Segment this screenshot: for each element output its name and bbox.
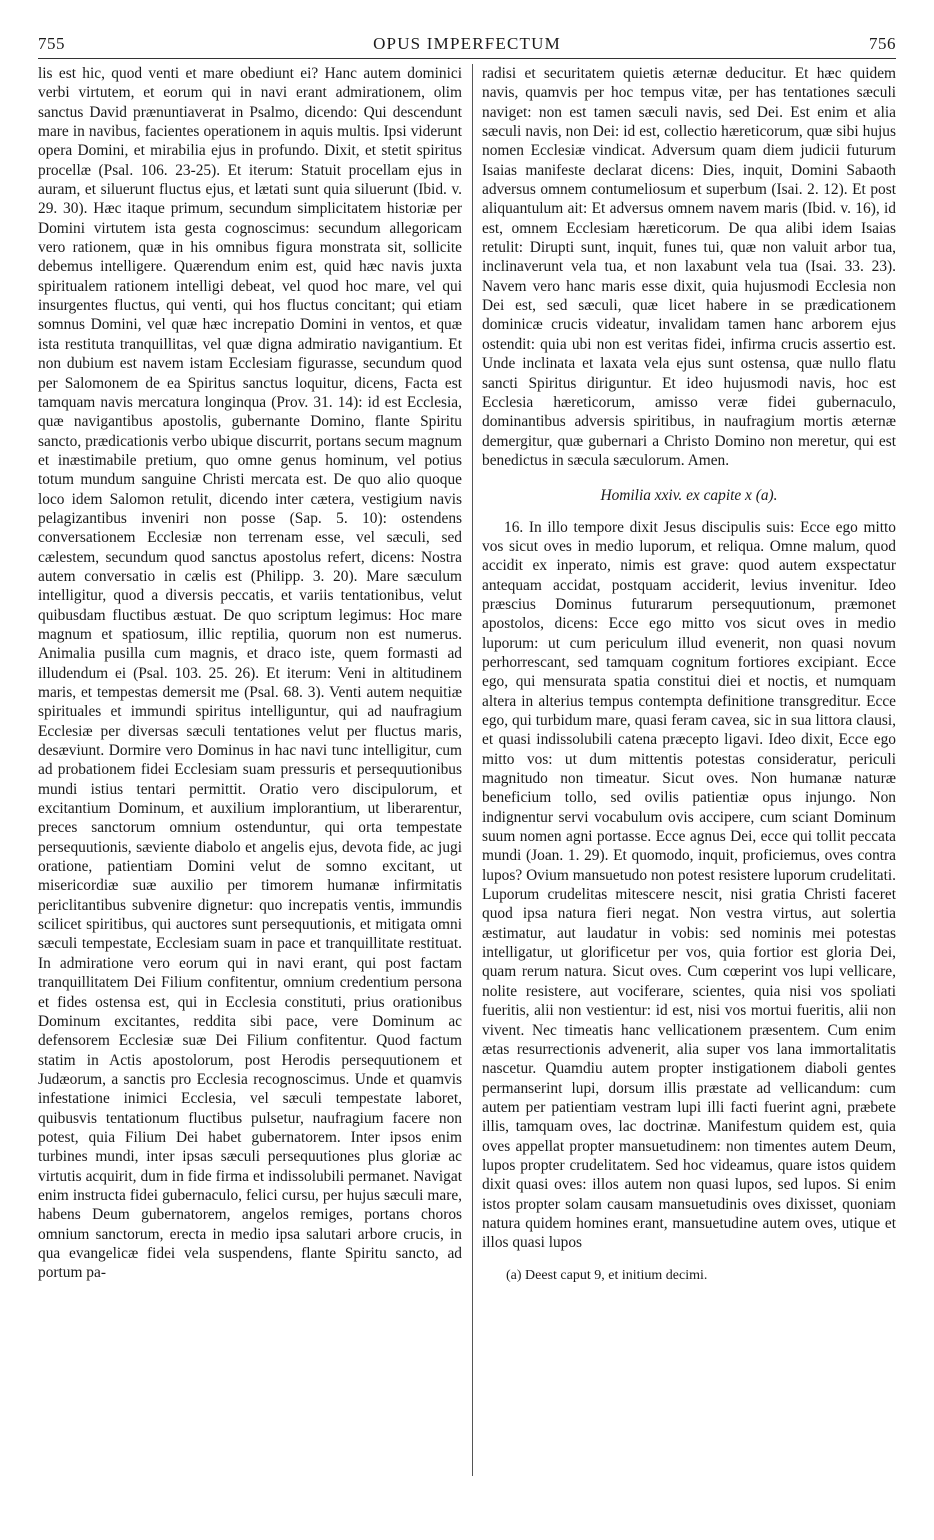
footnote-spacer [482, 1253, 896, 1267]
running-title: OPUS IMPERFECTUM [373, 34, 561, 53]
footnote: (a) Deest caput 9, et initium decimi. [506, 1267, 708, 1283]
page-header [38, 34, 896, 56]
right-column-continuation: radisi et securitatem quietis æternæ deducitur. Et hæc quidem navis, quamvis per hoc tempus vitæ, per has tentationes sæculi naviget: non est tamen sæculi navis, sed Dei. Est enim et alia sæculi navis, non Dei: id est, collectio hæreticorum, quæ sibi hujus nomen Ecclesiæ vindicat. Adversum quam diem judicii futurum Isaias manifeste declarat dicens: Dies, inquit, Domini Sabaoth adversus omnem contumeliosum et superbum (Isai. 2. 12). Et post aliquantulum ait: Et adversus omnem navem maris (Ibid. v. 16), id est, omnem Ecclesiam hæreticorum. De qua alibi idem Isaias retulit: Dirupti sunt, inquit, funes tui, quæ non valuit arbor tua, inclinaverunt vela tua, et non laxabunt vela tua (Isai. 33. 23). Navem vero hanc maris esse dixit, quia hujusmodi Ecclesia non Dei est, sed sæculi, quæ licet habere in se prædicationem dominicæ crucis videatur, invalidam tamen hanc arborem ejus ostendit: quia ubi non est veritas fidei, infirma crucis assertio est. Unde inclinata et laxata vela ejus sunt ostensa, quæ nullo flatu sancti Spiritus diriguntur. Et ideo hujusmodi navis, hoc est Ecclesia hæreticorum, amisso veræ fidei gubernaculo, dominantibus adversis spiritibus, in naufragium mortis æternæ demergitur, quæ gubernari a Christo Domino non meretur, qui est benedictus in sæcula sæculorum. Amen. [482, 65, 896, 469]
left-column [38, 64, 462, 1283]
homily-text: 16. In illo tempore dixit Jesus discipulis suis: Ecce ego mitto vos sicut oves in medio luporum, et reliqua. Omne malum, quod accidit ex inperato, nimis est grave: quod autem exspectatur antequam accidat, postquam acciderit, levius invenitur. Ideo præscius Dominus futurarum persequutionum, præmonet apostolos, dicens: Ecce ego mitto vos sicut oves in medio luporum: ut cum periculum illud evenerit, non quasi novum perhorrescant, sed tamquam cognitum fortiores excipiant. Ecce ego, qui mensurata spatia constitui diei et noctis, et numquam altera in alterius tempus contempta definitione transgreditur. Ecce ego, qui turbidum mare, quasi feram cavea, sic in sua littora clausi, et quasi indissolubili catena præcepto ligavi. Ideo dixit, Ecce ego mitto vos: ut dum mittentis potestas consideratur, periculi magnitudo non timeatur. Sicut oves. Non humanæ naturæ beneficium tollo, sed ovilis patientiæ opus injungo. Non indignentur servi vocabulum ovis accipere, cum sciant Dominum suum nomen agni portasse. Ecce agnus Dei, ecce qui tollit peccata mundi (Joan. 1. 29). Et quomodo, inquit, proficiemus, oves contra lupos? Ovium mansuetudo non potest resistere luporum crudelitati. Luporum crudelitas mitescere nescit, nisi gratia Christi faceret quod ipsa natura fieri negat. Non vestra virtus, aut solertia æstimatur, aut laudatur in vobis: sed nominis mei potestas intelligatur, ut glorificetur per vos, quia fortior est gloria Dei, quam rerum natura. Sicut oves. Cum cœperint vos lupi vellicare, nolite resistere, aut vociferare, scientes, quia nisi vos spoliati fueritis, alii non vestientur: id est, nisi vos mortui fueritis, alii non vivent. Nec timeatis hanc vellicationem præsentem. Cum enim ætas resurrectionis advenerit, alia super vos lana immortalitatis nascetur. Quamdiu autem propter instigationem diaboli gentes permanserint lupi, dorsum illis præstate ad vellicandum: cum autem per patientiam vestram lupi illi facti fuerint agni, præbete illis, tamquam oves, lac doctrinæ. Manifestum quidem est, quia oves appellat propter mansuetudinem: non timentes autem Deum, lupos propter crudelitatem. Sed hoc videamus, quare istos quidem dixit quasi oves: illos autem non quasi lupos, sed lupos. Si enim istos propter solam causam mansuetudinis oves dixisset, quoniam natura quidem homines erant, mansuetudine autem oves, utique et illos quasi lupos [482, 518, 896, 1252]
right-column [482, 64, 896, 1285]
page-number-right: 756 [869, 34, 896, 53]
column-divider [472, 64, 473, 1476]
header-rule [38, 58, 896, 59]
left-column-text: lis est hic, quod venti et mare obediunt ei? Hanc autem dominici verbi virtutem, et eorum qui in navi erant admirationem, olim sanctus David prænuntiaverat in Psalmo, dicendo: Qui descendunt mare in navibus, facientes operationem in aquis multis. Ipsi viderunt opera Domini, et mirabilia ejus in profundo. Dixit, et stetit spiritus procellæ (Psal. 106. 23-25). Et iterum: Statuit procellam ejus in auram, et siluerunt fluctus ejus, et lætati sunt quia siluerunt (Ibid. v. 29. 30). Hæc itaque primum, secundum simplicitatem historiæ per Domini virtutem ista gesta cognoscimus: secundum allegoricam vero rationem, quæ in his omnibus figura monstrata sit, sollicite debemus intelligere. Quærendum enim est, quid hæc navis juxta spiritualem rationem intelligi debeat, vel quod hoc mare, vel qui insurgentes fluctus, qui venti, qui hos fluctus concitant; qui etiam somnus Domini, vel quæ hæc increpatio Domini in ventos, et quæ ista restituta tranquillitas, vel quæ digna admiratio navigantium. Et non dubium est navem istam Ecclesiam figurasse, secundum quod per Salomonem de ea Spiritus sanctus loquitur, dicens, Facta est tamquam navis mercatura longinqua (Prov. 31. 14): id est Ecclesia, quæ navigantibus apostolis, gubernante Domino, flante Spiritu sancto, prædicationis verbo ubique discurrit, portans secum magnum et inæstimabile pretium, quo omne genus hominum, vel potius totum mundum sanguine Christi mercata est. De quo alio quoque loco idem Salomon retulit, dicendo inter cætera, vestigium navis pelagizantibus inveniri non posse (Sap. 5. 10): ostendens conversationem Ecclesiæ non terrenam esse, vel sæculi, sed cælestem, secundum quod sanctus apostolus refert, dicens: Nostra autem conversatio in cælis est (Philipp. 3. 20). Mare sæculum intelligitur, quod a diversis peccatis, et variis tentationibus, velut quibusdam fluctibus æstuat. De quo scriptum legimus: Hoc mare magnum et spatiosum, illic reptilia, quorum non est numerus. Animalia pusilla cum magnis, et draco iste, quem formasti ad illudendum ei (Psal. 103. 25. 26). Et iterum: Veni in altitudinem maris, et tempestas demersit me (Psal. 68. 3). Venti autem nequitiæ spirituales et immundi spiritus intelliguntur, qui ad naufragium Ecclesiæ per diversas sæculi tentationes velut per fluctus maris, desæviunt. Dormire vero Dominus in hac navi tunc intelligitur, cum ad probationem fidei Ecclesiam suam pressuris et persequutionibus mundi istius tentari permittit. Oratio vero discipulorum, et excitantium Dominum, et auxilium implorantium, ut liberarentur, preces sanctorum omnium ostenduntur, qui orta tempestate persequutionis, sæviente diabolo et angelis ejus, devota fide, ac jugi oratione, patientiam Domini velut de somno excitant, ut misericordiæ suæ auxilio per timorem humanæ infirmitatis periclitantibus subvenire dignetur: quo increpatis ventis, immundis scilicet spiritibus, qui auctores sunt persequutionis, et mitigata omni sæculi tempestate, Ecclesiam suam in pace et tranquillitate restituat. In admiratione vero eorum qui in navi erant, qui post factam tranquillitatem Dei Filium confitentur, omnium credentium persona et fides ostensa est, qui in Ecclesia constituti, prius orationibus Dominum excitantes, reddita sibi pace, vere Dominum ac defensorem Ecclesiæ suæ Dei Filium confitentur. Quod factum statim in Actis apostolorum, post Herodis persequutionem et Judæorum, a sanctis pro Ecclesia recognoscimus. Unde et quamvis infestatione inimici Ecclesia, vel sæculi tempestate laboret, quibusvis tentationum fluctibus pulsetur, naufragium facere non potest, quia Filium Dei habet gubernatorem. Inter ipsos enim turbines mundi, inter ipsas sæculi persequutiones plus gloriæ ac virtutis acquirit, dum in fide firma et indissolubili permanet. Navigat enim instructa fidei gubernaculo, felici cursu, per hujus sæculi mare, habens Deum gubernatorem, angelos remiges, portans choros omnium sanctorum, erecta in medio ipsa salutari arbore crucis, in qua evangelicæ fidei vela suspendens, flante Spiritu sancto, ad portum pa- [38, 65, 462, 1282]
homily-heading: Homilia xxiv. ex capite x (a). [600, 487, 778, 505]
page-number-left: 755 [38, 34, 65, 53]
